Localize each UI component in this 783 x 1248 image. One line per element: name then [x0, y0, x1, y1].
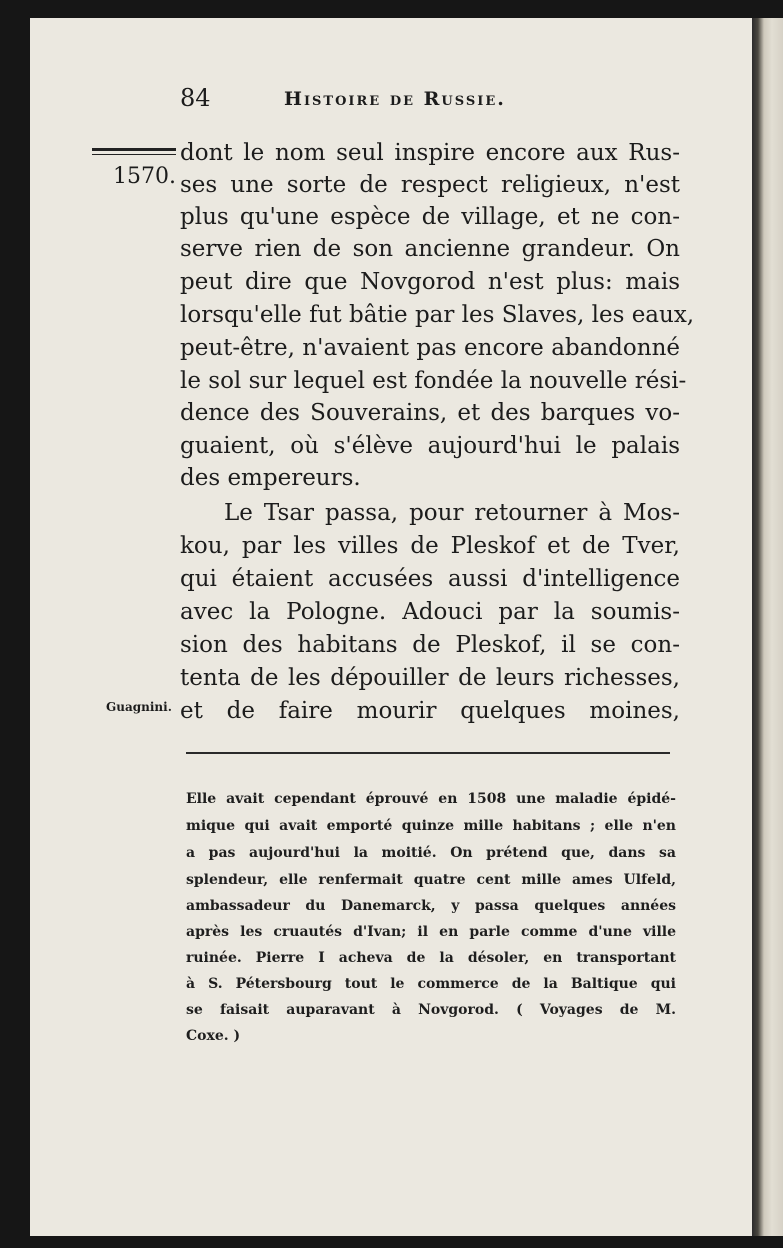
margin-rule-thin — [92, 154, 176, 155]
body-line: qui étaient accusées aussi d'intelligence — [180, 566, 680, 592]
footnote-line: mique qui avait emporté quinze mille habitans ; elle n'en — [186, 818, 676, 834]
page-number: 84 — [180, 84, 211, 112]
page-header — [180, 84, 580, 120]
body-line: des empereurs. — [180, 465, 361, 491]
body-line: guaient, où s'élève aujourd'hui le palais — [180, 433, 680, 459]
footnote-line: Coxe. ) — [186, 1028, 241, 1044]
body-line: lorsqu'elle fut bâtie par les Slaves, les eaux, — [180, 302, 695, 328]
body-line: sion des habitans de Pleskof, il se con- — [180, 632, 680, 658]
running-title: Histoire de Russie. — [284, 88, 506, 110]
body-line: dont le nom seul inspire encore aux Rus- — [180, 140, 680, 166]
footnote-line: à S. Pétersbourg tout le commerce de la Baltique qui — [186, 976, 676, 992]
body-line: plus qu'une espèce de village, et ne con- — [180, 204, 680, 230]
body-line: avec la Pologne. Adouci par la soumis- — [180, 599, 680, 625]
book-page — [30, 18, 752, 1236]
body-line: peut dire que Novgorod n'est plus: mais — [180, 269, 680, 295]
body-line: ses une sorte de respect religieux, n'est — [180, 172, 680, 198]
margin-source-note: Guagnini. — [106, 700, 172, 714]
footnote-line: après les cruautés d'Ivan; il en parle comme d'une ville — [186, 924, 676, 940]
body-line: le sol sur lequel est fondée la nouvelle rési- — [180, 368, 687, 394]
body-line: serve rien de son ancienne grandeur. On — [180, 236, 680, 262]
footnote-line: se faisait auparavant à Novgorod. ( Voyages de M. — [186, 1002, 676, 1018]
footnote-line: ruinée. Pierre I acheva de la désoler, en transportant — [186, 950, 676, 966]
footnote-rule — [186, 752, 670, 754]
body-line: tenta de les dépouiller de leurs richesses, — [180, 665, 680, 691]
margin-date: 1570. — [113, 164, 176, 189]
margin-rule — [92, 148, 176, 151]
footnote-line: splendeur, elle renfermait quatre cent mille ames Ulfeld, — [186, 872, 676, 888]
footnote-line: ambassadeur du Danemarck, y passa quelques années — [186, 898, 676, 914]
footnote-line: Elle avait cependant éprouvé en 1508 une maladie épidé- — [186, 791, 676, 807]
next-page-edge — [752, 18, 783, 1236]
body-line: dence des Souverains, et des barques vo- — [180, 400, 680, 426]
body-line: kou, par les villes de Pleskof et de Tver, — [180, 533, 680, 559]
body-line: Le Tsar passa, pour retourner à Mos- — [224, 500, 680, 526]
footnote-line: a pas aujourd'hui la moitié. On prétend que, dans sa — [186, 845, 676, 861]
body-line: et de faire mourir quelques moines, — [180, 698, 680, 724]
body-line: peut-être, n'avaient pas encore abandonné — [180, 335, 680, 361]
